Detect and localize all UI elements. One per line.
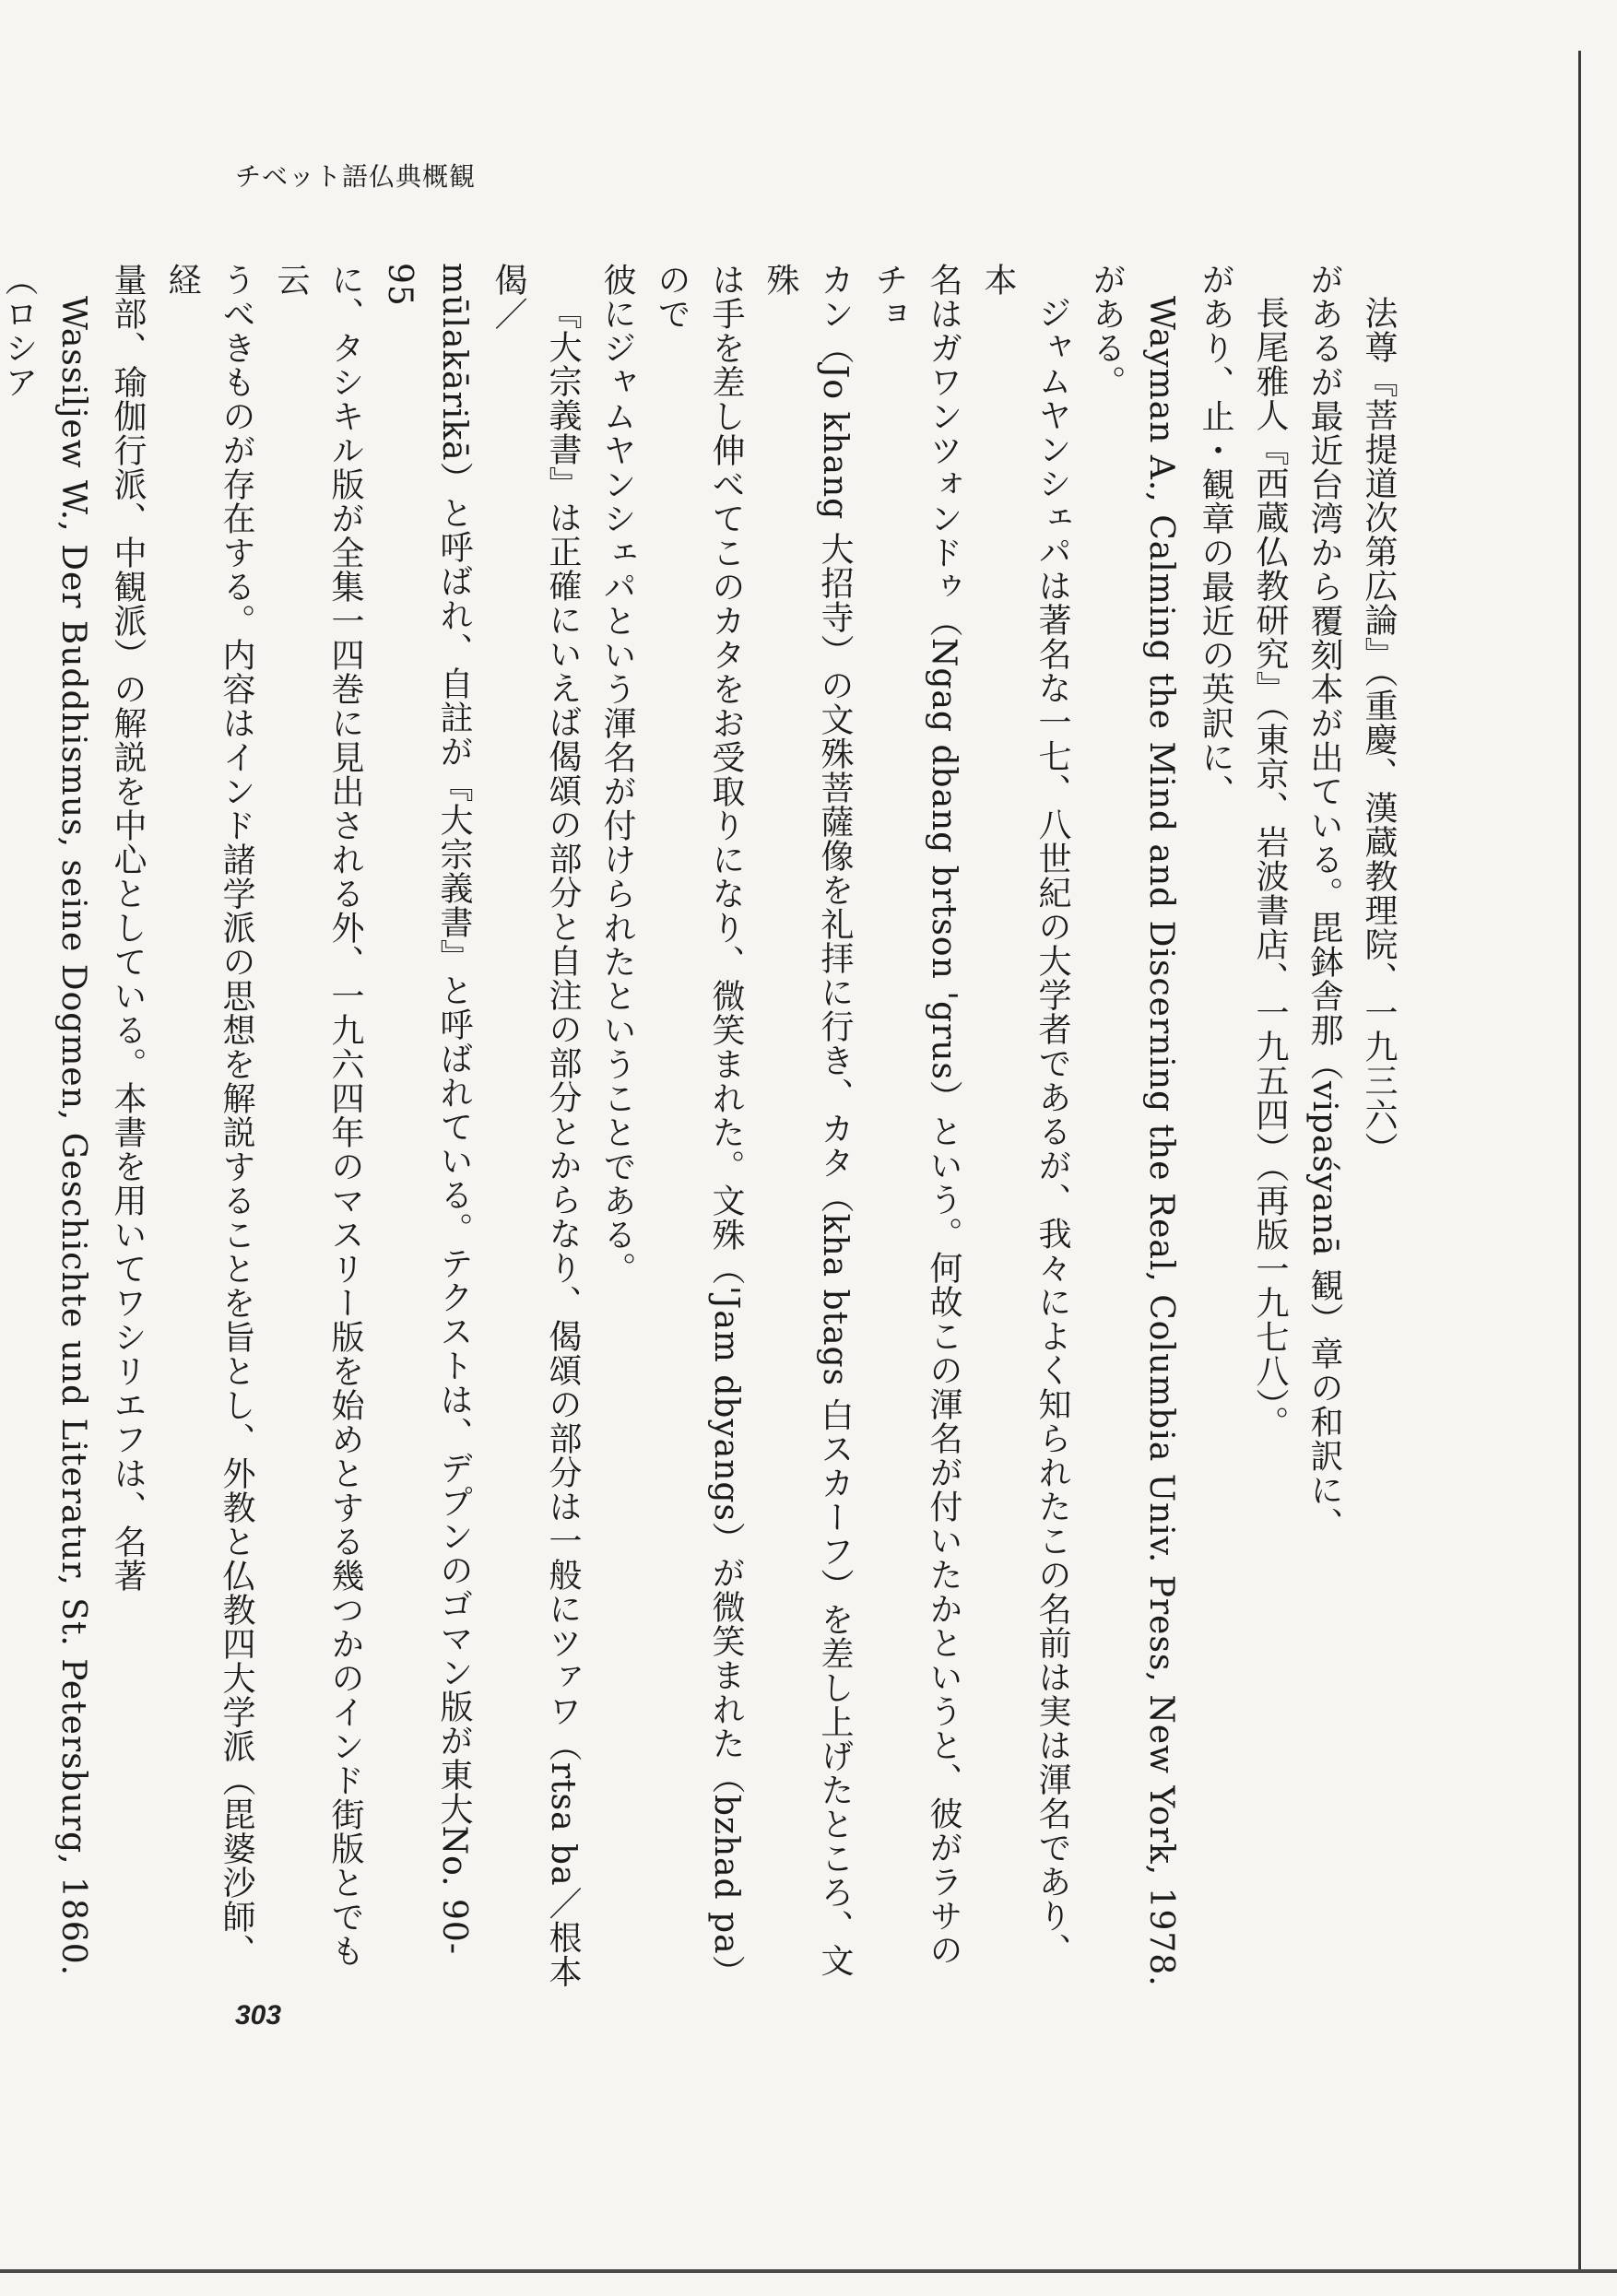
text-line: mūlakārikā）と呼ばれ、自註が『大宗義書』と呼ばれている。テクストは、デプンのゴマン版が東大No. 90-95	[381, 263, 473, 1955]
text-line: があるが最近台湾から覆刻本が出ている。毘鉢舎那（vipaśyanā 観）章の和訳に、	[1305, 263, 1343, 1541]
bottom-edge-rule	[0, 2269, 1617, 2273]
text-line: 『大宗義書』は正確にいえば偈頌の部分と自注の部分とからなり、偈頌の部分は一般にツァワ（rtsa ba／根本偈／	[490, 263, 582, 1989]
text-line: 量部、瑜伽行派、中観派）の解説を中心としている。本書を用いてワシリエフは、名著	[109, 263, 147, 1593]
running-head: チベット語仏典概観	[235, 161, 477, 192]
text-line: Wassiljew W., Der Buddhismus, seine Dogmen, Geschichte und Literatur, St. Petersburg, 1860.（ロシア	[0, 263, 92, 1977]
text-line: に、タシキル版が全集一四巻に見出される外、一九六四年のマスリー版を始めとする幾つかのインド街版とでも云	[272, 263, 364, 1968]
text-line: 名はガワンツォンドゥ（Ngag dbang brtson 'grus）という。何故この渾名が付いたかというと、彼がラサのチョ	[870, 263, 962, 1968]
text-line: Wayman A., Calming the Mind and Discerning the Real, Columbia Univ. Press, New York, 1978.	[1142, 296, 1180, 1987]
text-line: うべきものが存在する。内容はインド諸学派の思想を解説することを旨とし、外教と仏教四大学派（毘婆沙師、経	[163, 263, 255, 1968]
page-number: 303	[235, 2000, 282, 2031]
text-line: がある。	[1088, 263, 1126, 399]
vertical-body-text	[0, 263, 1406, 1996]
text-line: 彼にジャムヤンシェパという渾名が付けられたということである。	[598, 263, 636, 1286]
text-line: 法尊『菩提道次第広論』（重慶、漢蔵教理院、一九三六）	[1360, 296, 1398, 1166]
text-line: は手を差し伸べてこのカタをお受取りになり、微笑まれた。文殊（'Jam dbyangs）が微笑まれた（bzhad pa）ので	[653, 263, 745, 1989]
text-line: ジャムヤンシェパは著名な一七、八世紀の大学者であるが、我々によく知られたこの名前は実は渾名であり、本	[979, 263, 1071, 1967]
text-line: カン（Jo khang 大招寺）の文殊菩薩像を礼拝に行き、カタ（kha btags 白スカーフ）を差し上げたところ、文殊	[761, 263, 854, 1978]
text-line: 長尾雅人『西蔵仏教研究』（東京、岩波書店、一九五四）（再版一九七八）。	[1251, 296, 1289, 1440]
text-line: があり、止・観章の最近の英訳に、	[1197, 263, 1234, 808]
binding-edge-rule	[1578, 51, 1581, 2272]
